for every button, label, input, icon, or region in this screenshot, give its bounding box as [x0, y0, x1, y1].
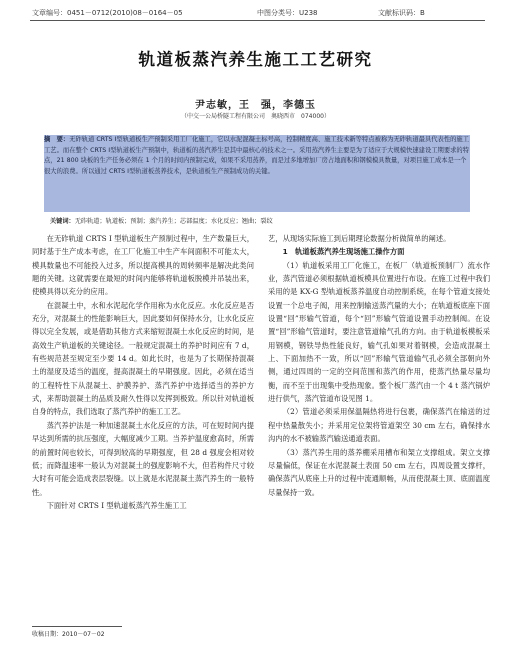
paragraph: 在混凝土中，水和水泥起化学作用称为水化反应。水化反应是否充分，对混凝土的性能影响巨大，因此要如何保持水分，让水化反应得以完全发展，或是借助其他方式来缩短混凝土水化反应的时间，是高效生产轨道板的关键途径。一般规定混凝土的养护时间应有 7 d，有些规范甚至规定至少要 14 d。如此长时，也是为了长期保持混凝土的湿度及适当的温度，提高混凝土的早期强度。因此，必须在适当的工程特性下从混凝土、护膜养护、蒸汽养护中选择适当的养护方式，来帮助混凝土的品质及耐久性得以发挥到极致。所以针对轨道板自身的特点，我们选取了蒸汽养护的施工工艺。 — [32, 300, 254, 417]
paragraph: 蒸汽养护法是一种加速混凝土水化反应的方法，可在短时间内提早达到所需的抗压强度，大幅度减少工期。当养护温度愈高时，所需的前置时间也较长，可得到较高的早期强度，但 28 d 强度会相对较低；而降温速率一般认为对混凝土的强度影响不大，但若构件尺寸较大时有可能会造成表层裂缝。以上就是水泥混凝土蒸汽养生的一般特性。 — [32, 420, 254, 497]
running-header — [32, 6, 483, 20]
abstract-block — [44, 135, 470, 212]
left-column — [32, 232, 254, 624]
header-rule — [30, 20, 485, 21]
affiliation: （中交一公局桥隧工程有限公司 奥晓西市 074000） — [181, 113, 330, 120]
right-column — [268, 232, 490, 624]
footnote-rule — [32, 626, 122, 627]
paragraph: 在无砟轨道 CRTS Ⅰ 型轨道板生产预制过程中，生产数量巨大，同时基于生产成本考虑，在工厂化施工中生产车间面积不可能太大，模具数量也不可能投入过多，所以提高模具的周转频率是解决此类问题的关键。这就需要在最短的时间内能够将轨道板脱模并吊装出来，使模具得以充分的应用。 — [32, 234, 254, 297]
document-code: 文献标识码：B — [378, 9, 425, 17]
paragraph: （3）蒸汽养生用的蒸养棚采用槽布和架立支撑组成。架立支撑尽量偏低，保证在水泥混凝土表面 50 cm 左右，四周设置支撑杆，确保蒸汽从底座上升的过程中流通顺畅，从而使混凝土顶、底面温度尽量保持一致。 — [268, 447, 490, 497]
paragraph: 艺，从现场实际施工到后期理论数据分析做简单的阐述。 — [268, 234, 451, 243]
abstract-text: 无砟轨道 CRTS Ⅰ型轨道板生产预制采用工厂化施工，它以水泥混凝土标号高，控制精度高、施工技术新等特点被称为无砟轨道最具代表性的施工工艺。而在整个 CRTS Ⅰ型轨道板生产预制中，轨道板的蒸汽养生是其中最核心的技术之一。采用蒸汽养生主要是为了适应于大规模快速建设工期要求的特点，21 800 块板的生产任务必须在 1 个月的时间内预制完成，如果不采用蒸养，而是过多地增加厂房占地面积和钢模模具数量，对项目施工成本是一个很大的浪费。所以通过 CRTS Ⅰ型轨道板蒸养技术，是轨道板生产预制成功的关键。 — [44, 136, 470, 175]
author-list: 尹志敏，王 强，李德玉 — [195, 100, 316, 111]
keywords — [50, 216, 470, 225]
paragraph: （1）轨道板采用工厂化施工，在板厂（轨道板预制厂）流水作业，蒸汽管道必须根据轨道板模具位置进行布设。在施工过程中我们采用的是 KX-G 型轨道板蒸养温度自动控制系统，在每个管道支接处设置一个总电子阀，用来控制输送蒸汽量的大小；在轨道板底座下面设置“回”形输气管道，每个“回”形输气管道设置手动控制阀。在设置“回”形输气管道时，要注意管道输气孔的方向。由于轨道板模板采用钢模，钢铁导热性能良好，输气孔如果对着钢模，会造成混凝土上、下面加热不一致，所以“回”形输气管道输气孔必须全部朝向外侧，通过四周的一定的空间范围和蒸汽的作用，使蒸汽热量尽量均衡，而不至于出现集中受热现象。整个板厂蒸汽由一个 4 t 蒸汽锅炉进行供气，蒸汽管道布设见图 1。 — [268, 260, 490, 404]
clc-number: 中图分类号：U238 — [257, 9, 318, 17]
section-heading: 1 轨道板蒸汽养生现场施工操作方面 — [282, 247, 405, 257]
paper-title: 轨道板蒸汽养生施工工艺研究 — [138, 50, 373, 69]
keywords-label: 关键词： — [50, 218, 75, 225]
paragraph: 下面针对 CRTS Ⅰ 型轨道板蒸汽养生施工工 — [46, 500, 187, 510]
keywords-text: 无砟轨道；轨道板；预制；蒸汽养生；芯部温度；水化反应；翘曲；裂纹 — [74, 218, 273, 225]
paragraph: （2）管道必须采用保温隔热将进行包裹，确保蒸汽在输送的过程中热量散失小；并采用定位架将管道架空 30 cm 左右，确保排水沟内的水不被输蒸汽输送通道表面。 — [268, 407, 490, 444]
received-date: 收稿日期：2010－07－02 — [32, 631, 105, 638]
article-number: 文章编号：0451－0712(2010)08－0164－05 — [32, 9, 183, 17]
abstract-label: 摘 要： — [44, 136, 70, 143]
